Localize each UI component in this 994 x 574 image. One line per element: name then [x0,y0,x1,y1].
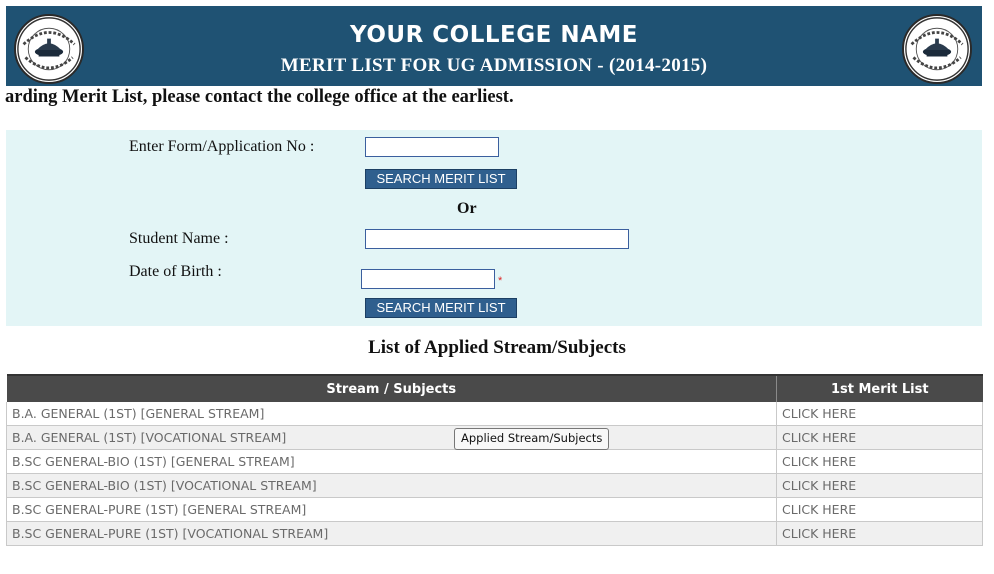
college-name: YOUR COLLEGE NAME [350,22,638,48]
click-here-link[interactable]: CLICK HERE [777,522,983,546]
table-row [7,474,983,498]
stream-cell: B.SC GENERAL-BIO (1ST) [VOCATIONAL STREAM] [7,474,777,498]
stream-cell: B.A. GENERAL (1ST) [GENERAL STREAM] [7,402,777,426]
click-here-link[interactable]: CLICK HERE [777,498,983,522]
or-separator: Or [457,200,477,217]
dob-label: Date of Birth : [129,263,222,280]
stream-cell: B.SC GENERAL-BIO (1ST) [GENERAL STREAM] [7,450,777,474]
section-title: List of Applied Stream/Subjects [368,337,626,358]
stream-table [6,374,983,546]
search-merit-list-button-2[interactable]: SEARCH MERIT LIST [365,298,517,318]
student-name-label: Student Name : [129,230,229,247]
required-marker: * [498,275,503,287]
student-name-input[interactable] [365,229,629,249]
table-header-row [7,375,983,402]
click-here-link[interactable]: CLICK HERE [777,450,983,474]
search-panel [6,130,982,326]
stream-cell: B.SC GENERAL-PURE (1ST) [VOCATIONAL STREAM] [7,522,777,546]
form-no-label: Enter Form/Application No : [129,138,315,155]
dob-input[interactable] [361,269,495,289]
form-no-input[interactable] [365,137,499,157]
page-subtitle: MERIT LIST FOR UG ADMISSION - (2014-2015) [280,55,708,76]
table-row [7,450,983,474]
column-header-merit-list: 1st Merit List [777,375,983,402]
table-row [7,402,983,426]
notice-text: arding Merit List, please contact the college office at the earliest. [5,87,514,106]
stream-cell: B.A. GENERAL (1ST) [VOCATIONAL STREAM] [7,426,777,450]
tooltip: Applied Stream/Subjects [454,428,609,450]
click-here-link[interactable]: CLICK HERE [777,402,983,426]
column-header-stream: Stream / Subjects [7,375,777,402]
college-emblem-icon [902,14,972,84]
click-here-link[interactable]: CLICK HERE [777,474,983,498]
table-row [7,522,983,546]
stream-cell: B.SC GENERAL-PURE (1ST) [GENERAL STREAM] [7,498,777,522]
page-header [6,6,982,86]
search-merit-list-button[interactable]: SEARCH MERIT LIST [365,169,517,189]
click-here-link[interactable]: CLICK HERE [777,426,983,450]
table-row [7,498,983,522]
